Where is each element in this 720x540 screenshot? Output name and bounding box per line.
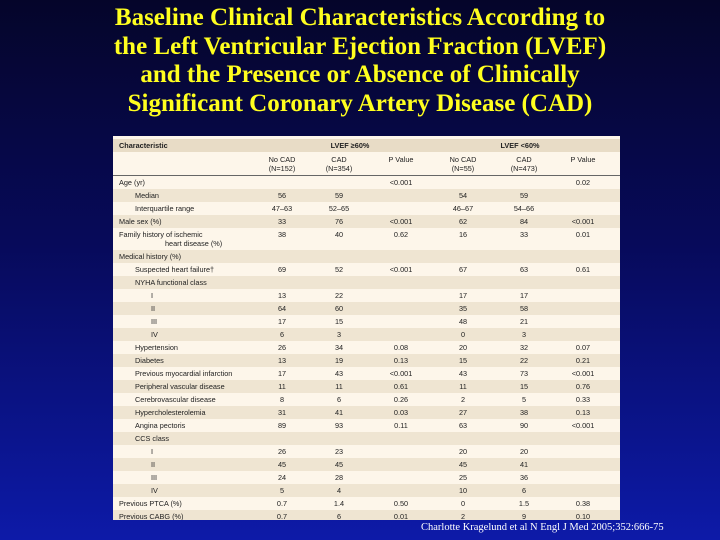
table-cell: <0.001 [571, 421, 595, 430]
title-line: Significant Coronary Artery Disease (CAD) [127, 89, 593, 117]
table-cell: 11 [278, 382, 286, 391]
table-cell: 4 [336, 486, 342, 495]
table-cell: 0.26 [393, 395, 409, 404]
table-row [113, 176, 620, 189]
table-cell: <0.001 [571, 369, 595, 378]
row-label: Diabetes [135, 356, 164, 365]
row-label: Male sex (%) [119, 217, 162, 226]
table-cell: 0.76 [575, 382, 591, 391]
table-cell: 13 [277, 356, 287, 365]
title-line: and the Presence or Absence of Clinically [140, 61, 580, 88]
row-label: Family history of ischemic [119, 230, 203, 239]
characteristic-header: Characteristic [119, 141, 168, 150]
table-cell: 1.5 [518, 499, 530, 508]
table-row [113, 393, 620, 406]
table-row [113, 328, 620, 341]
column-header-n: (N=354) [325, 164, 353, 173]
table-cell: <0.001 [389, 217, 413, 226]
row-label: IV [151, 486, 158, 495]
table-cell: 84 [519, 217, 529, 226]
table-row [113, 445, 620, 458]
table-row [113, 367, 620, 380]
table-cell: 0.13 [575, 408, 591, 417]
table-cell: 33 [519, 230, 529, 239]
table-cell: 47–63 [271, 204, 293, 213]
table-cell: 73 [519, 369, 529, 378]
table-cell: 0.50 [393, 499, 409, 508]
row-label: I [151, 447, 154, 456]
row-label: Cerebrovascular disease [135, 395, 216, 404]
column-header: No CAD [449, 155, 477, 164]
table-cell: 6 [521, 486, 527, 495]
table-cell: 23 [334, 447, 344, 456]
table-cell: 93 [334, 421, 344, 430]
table-row [113, 471, 620, 484]
table-cell: 67 [458, 265, 468, 274]
column-header-n: (N=152) [268, 164, 296, 173]
table-row [113, 484, 620, 497]
table-cell: 46–67 [452, 204, 474, 213]
table-cell: 6 [279, 330, 285, 339]
table-cell: 0 [460, 499, 466, 508]
table-cell: 54 [458, 191, 468, 200]
row-label: Medical history (%) [119, 252, 182, 261]
table-cell: 25 [458, 473, 468, 482]
table-cell: 58 [519, 304, 529, 313]
table-cell: 89 [277, 421, 287, 430]
table-cell: 69 [277, 265, 287, 274]
row-label: II [151, 304, 156, 313]
table-cell: 32 [519, 343, 529, 352]
title-line: the Left Ventricular Ejection Fraction (LVEF) [113, 32, 607, 60]
table-cell: 56 [277, 191, 287, 200]
table-row [113, 302, 620, 315]
row-label: I [151, 291, 154, 300]
table-cell: 26 [277, 343, 287, 352]
table-cell: 64 [277, 304, 287, 313]
table-row [113, 380, 620, 393]
table-cell: 34 [334, 343, 344, 352]
row-label: Hypertension [135, 343, 178, 352]
table-cell: 20 [458, 343, 468, 352]
row-label: Hypercholesterolemia [135, 408, 206, 417]
row-label: Median [135, 191, 159, 200]
table-cell: 0.62 [393, 230, 409, 239]
table-cell: 0.7 [276, 499, 288, 508]
table-cell: 17 [458, 291, 468, 300]
row-label: Previous PTCA (%) [119, 499, 182, 508]
row-label: Suspected heart failure† [135, 265, 215, 274]
table-cell: 45 [334, 460, 344, 469]
table-cell: 60 [334, 304, 344, 313]
table-cell: 24 [277, 473, 287, 482]
row-label: Previous myocardial infarction [135, 369, 233, 378]
table-cell: 36 [519, 473, 529, 482]
table-cell: 0.03 [393, 408, 409, 417]
row-label: II [151, 460, 156, 469]
table-cell: 2 [460, 395, 466, 404]
table-cell: 19 [334, 356, 344, 365]
table-row [113, 189, 620, 202]
table-cell: 43 [458, 369, 468, 378]
table-cell: 26 [277, 447, 287, 456]
table-row [113, 228, 620, 250]
row-label: Peripheral vascular disease [135, 382, 225, 391]
table-cell: 63 [519, 265, 529, 274]
slide-title [0, 4, 720, 118]
table-cell: 11 [335, 382, 343, 391]
table-cell: 28 [334, 473, 344, 482]
table-cell: 5 [521, 395, 527, 404]
table-row [113, 354, 620, 367]
table-row [113, 202, 620, 215]
table-cell: 35 [458, 304, 468, 313]
table-cell: 1.4 [333, 499, 345, 508]
table-cell: 16 [458, 230, 468, 239]
table-cell: 10 [458, 486, 468, 495]
table-row [113, 289, 620, 302]
table-cell: 15 [519, 382, 529, 391]
table-cell: 62 [458, 217, 468, 226]
table-row [113, 458, 620, 471]
table-cell: 45 [277, 460, 287, 469]
row-label: III [151, 473, 158, 482]
table-cell: 0.01 [393, 512, 409, 520]
table-cell: 11 [459, 382, 467, 391]
table-cell: 3 [521, 330, 527, 339]
column-header: CAD [516, 155, 532, 164]
table-cell: 0 [460, 330, 466, 339]
table-cell: 59 [519, 191, 529, 200]
table-cell: 0.08 [393, 343, 409, 352]
table-cell: 9 [521, 512, 527, 520]
column-header: P Value [388, 155, 414, 164]
table-row [113, 263, 620, 276]
column-header: P Value [570, 155, 596, 164]
row-label-continued: heart disease (%) [165, 239, 223, 248]
citation: Charlotte Kragelund et al N Engl J Med 2005;352:666-75 [421, 522, 664, 533]
table-cell: 6 [336, 512, 342, 520]
table-row [113, 432, 620, 445]
table-cell: 0.07 [575, 343, 591, 352]
table-cell: 21 [519, 317, 529, 326]
column-header-n: (N=55) [451, 164, 475, 173]
table-cell: 52–65 [328, 204, 350, 213]
table-cell: 5 [279, 486, 285, 495]
table-cell: 22 [334, 291, 344, 300]
table-cell: 2 [460, 512, 466, 520]
table-cell: 20 [458, 447, 468, 456]
table-cell: 0.33 [575, 395, 591, 404]
table-cell: 20 [519, 447, 529, 456]
table-cell: 0.21 [575, 356, 591, 365]
table-cell: 41 [334, 408, 344, 417]
table-cell: 76 [334, 217, 344, 226]
table-cell: 27 [458, 408, 468, 417]
table-cell: 40 [334, 230, 344, 239]
group-header: LVEF ≥60% [330, 141, 370, 150]
table-row [113, 276, 620, 289]
table-cell: 3 [336, 330, 342, 339]
table-cell: 0.10 [575, 512, 591, 520]
table-cell: 45 [458, 460, 468, 469]
row-label: Angina pectoris [135, 421, 186, 430]
table-cell: 17 [277, 369, 287, 378]
row-label: Age (yr) [119, 178, 145, 187]
table-cell: 8 [279, 395, 285, 404]
table-cell: <0.001 [389, 265, 413, 274]
row-label: III [151, 317, 158, 326]
table-row [113, 215, 620, 228]
table-cell: 38 [277, 230, 287, 239]
row-label: NYHA functional class [135, 278, 207, 287]
table-row [113, 406, 620, 419]
table-cell: 17 [277, 317, 287, 326]
table-cell: 90 [519, 421, 529, 430]
table-cell: 33 [277, 217, 287, 226]
table-cell: 13 [277, 291, 287, 300]
table-cell: 15 [458, 356, 468, 365]
table-cell: 6 [336, 395, 342, 404]
row-label: Previous CABG (%) [119, 512, 184, 520]
table-cell: 63 [458, 421, 468, 430]
table-cell: 17 [519, 291, 529, 300]
table-row [113, 497, 620, 510]
table-row [113, 341, 620, 354]
title-line: Baseline Clinical Characteristics According to [114, 4, 606, 31]
table-cell: 52 [334, 265, 344, 274]
table-cell: <0.001 [571, 217, 595, 226]
characteristics-table [113, 136, 620, 520]
table-cell: <0.001 [389, 369, 413, 378]
table-cell: 15 [334, 317, 344, 326]
table-cell: 0.61 [393, 382, 409, 391]
table-cell: 31 [277, 408, 287, 417]
table-cell: 59 [334, 191, 344, 200]
table-cell: 0.61 [575, 265, 591, 274]
table-cell: 48 [458, 317, 468, 326]
table-cell: 0.11 [394, 421, 408, 430]
table-cell: 22 [519, 356, 529, 365]
column-header: No CAD [268, 155, 296, 164]
table-cell: <0.001 [389, 178, 413, 187]
table-cell: 0.02 [575, 178, 591, 187]
table-cell: 0.13 [393, 356, 409, 365]
table-cell: 0.38 [575, 499, 591, 508]
table-cell: 43 [334, 369, 344, 378]
group-header: LVEF <60% [500, 141, 540, 150]
column-header-n: (N=473) [510, 164, 538, 173]
table-cell: 0.01 [575, 230, 591, 239]
table-cell: 38 [519, 408, 529, 417]
table-row [113, 419, 620, 432]
table-row [113, 315, 620, 328]
table-cell: 0.7 [276, 512, 288, 520]
table-row [113, 250, 620, 263]
table-cell: 41 [519, 460, 529, 469]
table-cell: 54–66 [513, 204, 535, 213]
column-header: CAD [331, 155, 347, 164]
row-label: CCS class [135, 434, 170, 443]
table-row [113, 510, 620, 520]
row-label: Interquartile range [135, 204, 195, 213]
row-label: IV [151, 330, 158, 339]
